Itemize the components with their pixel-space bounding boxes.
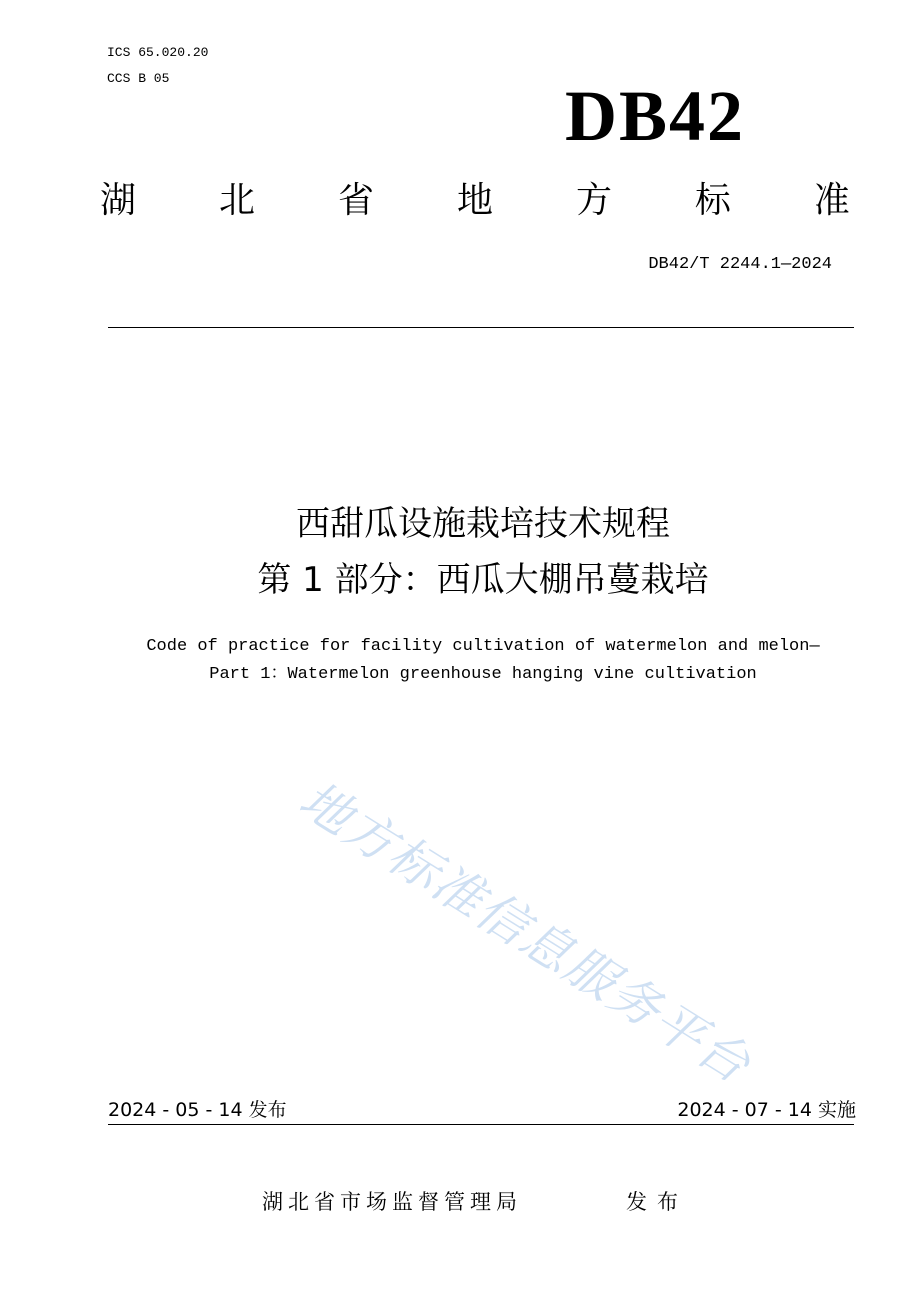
title-english-part: Part 1：Watermelon greenhouse hanging vine cultivation — [209, 665, 757, 684]
standard-kind-char: 北 — [218, 180, 255, 221]
title-english-main: Code of practice for facility cultivation of watermelon and melon— — [146, 637, 820, 656]
standard-kind-char: 标 — [694, 180, 731, 221]
ccs-code: CCS B 05 — [107, 71, 170, 86]
standard-kind-char: 方 — [575, 180, 612, 221]
standard-kind-char: 地 — [456, 180, 493, 221]
standard-number: DB42/T 2244.1—2024 — [648, 255, 832, 274]
standard-kind-char: 湖 — [100, 180, 137, 221]
issuer-organization: 湖北省市场监督管理局 — [262, 1190, 522, 1214]
issuer-action: 发布 — [626, 1190, 688, 1214]
standard-code-logo: DB42 — [565, 76, 746, 156]
top-divider — [108, 327, 854, 328]
issue-date: 2024 - 05 - 14 发布 — [108, 1099, 287, 1121]
bottom-divider — [108, 1124, 854, 1125]
standard-kind-heading — [100, 178, 850, 224]
title-chinese-part: 第 1 部分：西瓜大棚吊蔓栽培 — [257, 560, 709, 600]
watermark: 地方标准信息服务平台 — [289, 770, 762, 1095]
ics-code: ICS 65.020.20 — [107, 45, 209, 60]
standard-kind-char: 省 — [337, 180, 374, 221]
implementation-date: 2024 - 07 - 14 实施 — [677, 1099, 856, 1121]
standard-kind-char: 准 — [813, 180, 850, 221]
title-chinese-main: 西甜瓜设施栽培技术规程 — [296, 504, 670, 544]
